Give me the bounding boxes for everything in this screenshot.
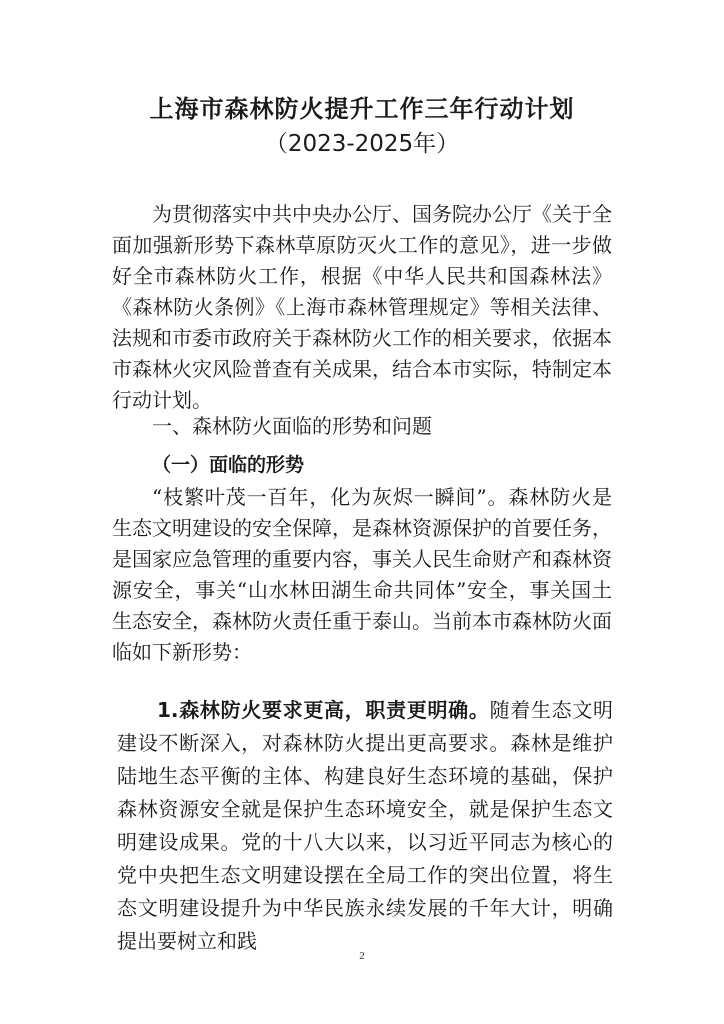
page-number: 2 xyxy=(359,950,365,962)
point-1-paragraph xyxy=(117,694,613,958)
section-heading: 一、森林防火面临的形势和问题 xyxy=(152,414,432,438)
situation-paragraph: “枝繁叶茂一百年，化为灰烬一瞬间”。森林防火是生态文明建设的安全保障，是森林资源保护的首要任务，是国家应急管理的重要内容，事关人民生命财产和森林资源安全，事关“山水林田湖生命共同体”安全，事关国土生态安全，森林防火责任重于泰山。当前本市森林防火面临如下新形势： xyxy=(112,485,612,664)
document-title: 上海市森林防火提升工作三年行动计划 xyxy=(149,95,575,123)
subsection-heading: （一）面临的形势 xyxy=(152,454,305,476)
point-1-lead: 1.森林防火要求更高，职责更明确。 xyxy=(157,698,490,722)
document-subtitle: （2023-2025年） xyxy=(264,131,460,157)
point-1-text: 随着生态文明建设不断深入，对森林防火提出更高要求。森林是维护陆地生态平衡的主体、构建良好生态环境的基础，保护森林资源安全就是保护生态环境安全，就是保护生态文明建设成果。党的十八大以来，以习近平同志为核心的党中央把生态文明建设摆在全局工作的突出位置，将生态文明建设提升为中华民族永续发展的千年大计，明确提出要树立和践 xyxy=(117,698,614,953)
intro-paragraph: 为贯彻落实中共中央办公厅、国务院办公厅《关于全面加强新形势下森林草原防灭火工作的意见》，进一步做好全市森林防火工作，根据《中华人民共和国森林法》《森林防火条例》《上海市森林管理规定》等相关法律、法规和市委市政府关于森林防火工作的相关要求，依据本市森林火灾风险普查有关成果，结合本市实际，特制定本行动计划。 xyxy=(112,202,612,412)
